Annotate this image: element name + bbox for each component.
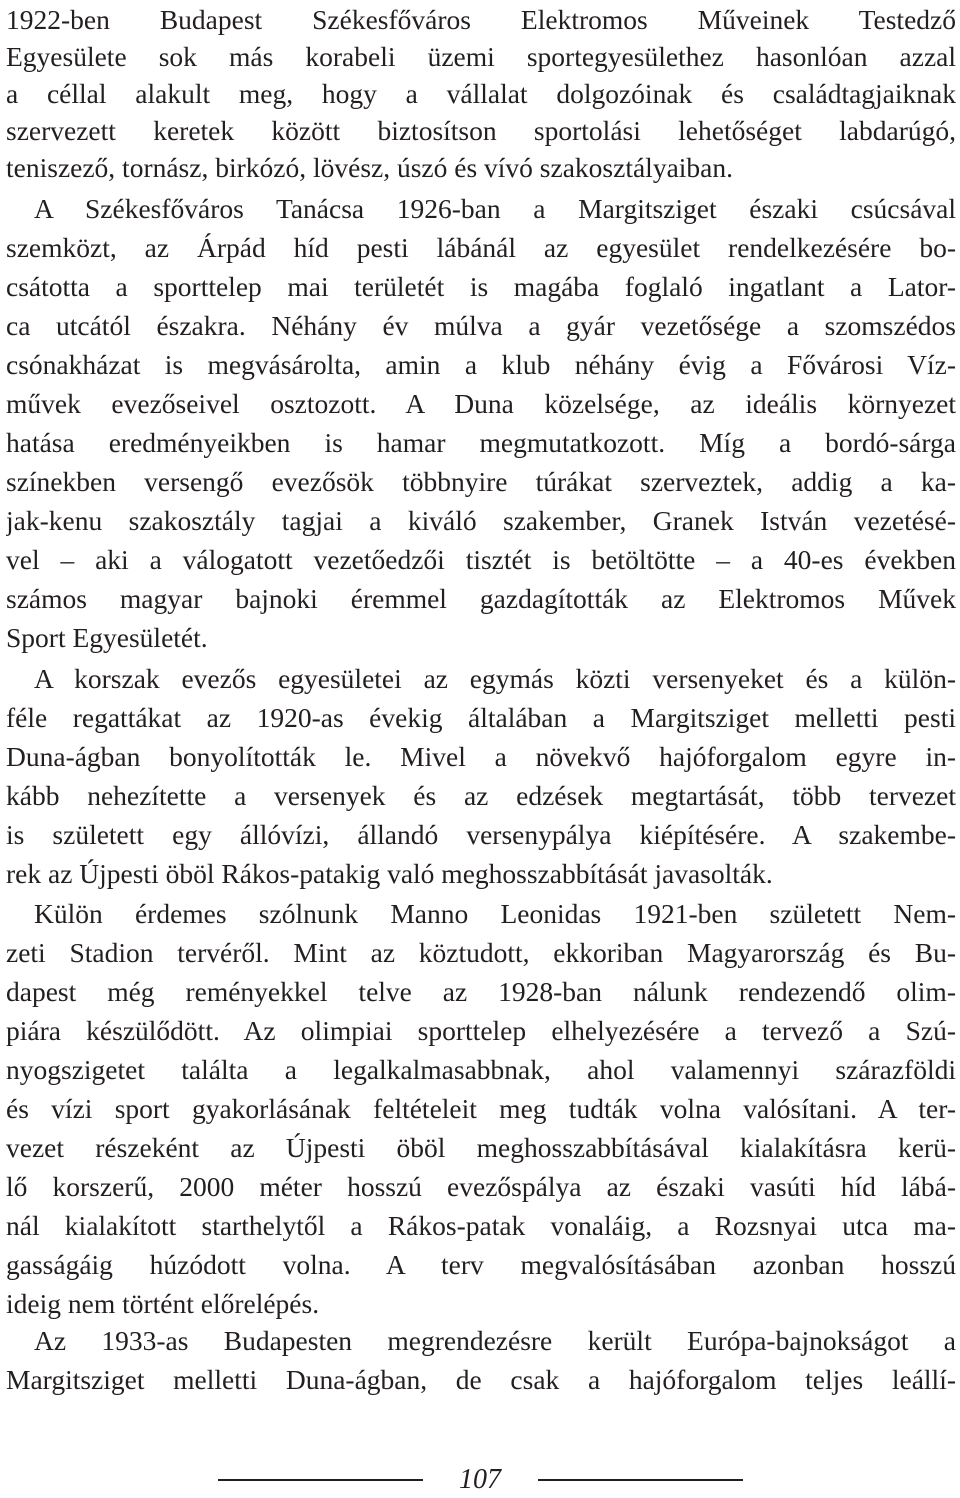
text-line: teniszező, tornász, birkózó, lövész, úszó és vívó szakosztályaiban. <box>6 152 733 183</box>
text-line: szervezett keretek között biztosítson sportolási lehetőséget labdarúgó, <box>6 115 956 146</box>
page-number: 107 <box>459 1464 501 1495</box>
text-line: gasságáig húzódott volna. A terv megvalósításában azonban hosszú <box>6 1249 956 1280</box>
page-footer <box>0 1462 960 1497</box>
text-line: számos magyar bajnoki éremmel gazdagították az Elektromos Művek <box>6 583 956 614</box>
text-line: A korszak evezős egyesületei az egymás közti versenyeket és a külön- <box>34 663 956 694</box>
text-line: lő korszerű, 2000 méter hosszú evezőspálya az északi vasúti híd lábá- <box>6 1171 956 1202</box>
text-line: zeti Stadion tervéről. Mint az köztudott, ekkoriban Magyarország és Bu- <box>6 937 956 968</box>
text-line: művek evezőseivel osztozott. A Duna közelsége, az ideális környezet <box>6 388 956 419</box>
text-line: féle regattákat az 1920-as évekig általában a Margitsziget melletti pesti <box>6 702 956 733</box>
text-line: és vízi sport gyakorlásának feltételeit meg tudták volna valósítani. A ter- <box>6 1093 956 1124</box>
text-line: piára készülődött. Az olimpiai sporttelep elhelyezésére a tervező a Szú- <box>6 1015 956 1046</box>
text-line: nyogszigetet találta a legalkalmasabbnak, ahol valamennyi szárazföldi <box>6 1054 956 1085</box>
text-line: kább nehezítette a versenyek és az edzések megtartását, több tervezet <box>6 780 956 811</box>
text-line: csátotta a sporttelep mai területét is magába foglaló ingatlant a Lator- <box>6 271 956 302</box>
text-line: ca utcától északra. Néhány év múlva a gyár vezetősége a szomszédos <box>6 310 956 341</box>
footer-rule-left <box>218 1479 423 1481</box>
text-line: 1922-ben Budapest Székesfőváros Elektromos Műveinek Testedző <box>6 4 956 35</box>
text-line: nál kialakított starthelytől a Rákos-patak vonaláig, a Rozsnyai utca ma- <box>6 1210 956 1241</box>
text-line: szemközt, az Árpád híd pesti lábánál az egyesület rendelkezésére bo- <box>6 232 956 263</box>
text-line: Külön érdemes szólnunk Manno Leonidas 1921-ben született Nem- <box>34 898 956 929</box>
text-line: Duna-ágban bonyolították le. Mivel a növekvő hajóforgalom egyre in- <box>6 741 956 772</box>
text-line: Egyesülete sok más korabeli üzemi sportegyesülethez hasonlóan azzal <box>6 41 956 72</box>
text-line: ideig nem történt előrelépés. <box>6 1288 320 1319</box>
text-line: rek az Újpesti öböl Rákos-patakig való meghosszabbítását javasolták. <box>6 858 773 889</box>
text-line: színekben versengő evezősök többnyire túrákat szerveztek, addig a ka- <box>6 466 956 497</box>
text-line: hatása eredményeikben is hamar megmutatkozott. Míg a bordó-sárga <box>6 427 956 458</box>
text-line: is született egy állóvízi, állandó versenypálya kiépítésére. A szakembe- <box>6 819 956 850</box>
text-line: vel – aki a válogatott vezetőedzői tisztét is betöltötte – a 40-es években <box>6 544 956 575</box>
footer-rule-right <box>538 1479 743 1481</box>
text-line: Sport Egyesületét. <box>6 622 208 653</box>
text-line: dapest még reményekkel telve az 1928-ban nálunk rendezendő olim- <box>6 976 956 1007</box>
text-line: a céllal alakult meg, hogy a vállalat dolgozóinak és családtagjaiknak <box>6 78 956 109</box>
text-line: csónakházat is megvásárolta, amin a klub néhány évig a Fővárosi Víz- <box>6 349 956 380</box>
text-line: Margitsziget melletti Duna-ágban, de csak a hajóforgalom teljes leállí- <box>6 1364 956 1395</box>
text-line: jak-kenu szakosztály tagjai a kiváló szakember, Granek István vezetésé- <box>6 505 956 536</box>
text-line: Az 1933-as Budapesten megrendezésre került Európa-bajnokságot a <box>34 1325 956 1356</box>
text-line: vezet részeként az Újpesti öböl meghosszabbításával kialakításra kerü- <box>6 1132 956 1163</box>
text-line: A Székesfőváros Tanácsa 1926-ban a Margitsziget északi csúcsával <box>34 193 956 224</box>
